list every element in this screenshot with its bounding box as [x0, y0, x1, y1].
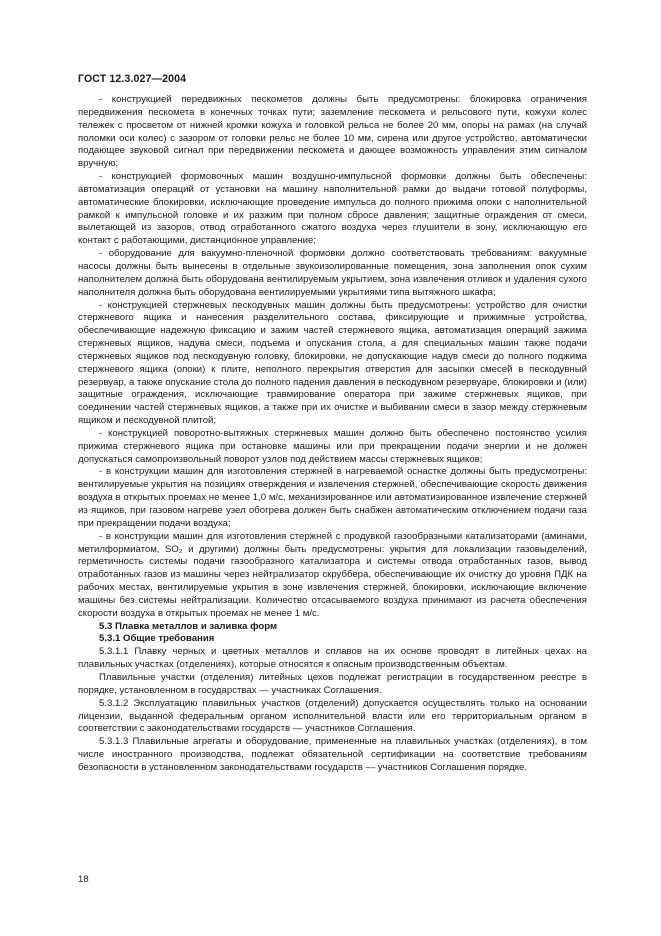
paragraph: 5.3.1.1 Плавку черных и цветных металлов и сплавов на их основе проводят в литейных цехах на плавильных участках (отделениях), которые относятся к опасным производственным объектам. [78, 646, 587, 671]
paragraph: 5.3.1.2 Эксплуатацию плавильных участков (отделений) допускается осуществлять только на основании лицензии, выданной федеральным органом исполнительной власти или его территориальным органом в соответствии с законодательствами государств — участников Соглашения. [78, 697, 587, 735]
subsection-heading: 5.3.1 Общие требования [99, 633, 215, 645]
paragraph: - конструкцией поворотно-вытяжных стержневых машин должно быть обеспечено постоянство усилия прижима стержневого ящика при остановке машины или при прекращении подачи энергии и не должен допускаться самопроизвольный поворот узлов под действием массы стержневых ящиков; [78, 427, 587, 465]
paragraph: Плавильные участки (отделения) литейных цехов подлежат регистрации в государственном реестре в порядке, установленном в государствах — участниках Соглашения. [78, 671, 587, 696]
paragraph: - конструкцией передвижных пескометов должны быть предусмотрены: блокировка ограничения передвижения пескомета в конечных точках пути; заземление пескомета и рельсового пути, кожухи колес тележек с просветом от нижней кромки кожуха и головкой рельса не более 20 мм, опоры на рамах (на случай поломки оси колес) с зазором от головки рельс не более 10 мм, сирена или другое устройство, автоматически подающее звуковой сигнал при передвижении пескомета и дающее возможность управления этим сигналом вручную; [78, 94, 587, 170]
paragraph: - конструкцией стержневых пескодувных машин должны быть предусмотрены: устройство для очистки стержневого ящика и нанесения разделительного состава, фиксирующие и прижимные устройства, обеспечивающие надежную фиксацию и зажим частей стержневого ящика, автоматизация операций зажима стержневых ящиков, надува смеси, подъема и опускания стола, а для специальных машин также подачи стержневых ящиков под пескодувную головку, блокировки, не допускающие надув смеси до полного поджима стержневого ящика (опоки) к плите, неполного перекрытия отверстия для засыпки смесей в пескодувный резервуар, а также опускание стола до полного падения давления в пескодувном резервуаре, блокировки и (или) защитные ограждения, исключающие травмирование оператора при зажиме стержневых ящиков, при соединении частей стержневых ящиков, а также при их очистке и выбивании смеси в зазор между стержневым ящиком и пескодувной плитой; [78, 299, 587, 427]
body-text [78, 94, 587, 775]
standard-header: ГОСТ 12.3.027—2004 [78, 73, 187, 85]
paragraph: - в конструкции машин для изготовления стержней с продувкой газообразными катализаторами (аминами, метилформиатом, SO₂ и другими) должны быть предусмотрены: укрытия для локализации газовыделений, герметичность системы подачи газообразного катализатора и системы отвода отработанных газов, вывод отработанных газов из машины через нейтрализатор скруббера, обеспечивающие их очистку до уровня ПДК на рабочих местах, вентилируемые укрытия в зоне извлечения стержней, блокировки, исключающие включение машины без системы нейтрализации. Количество отсасываемого воздуха принимают из расчета обеспечения скорости воздуха в открытых проемах не менее 1 м/с. [78, 530, 587, 619]
paragraph: 5.3.1.3 Плавильные агрегаты и оборудование, примененные на плавильных участках (отделениях), в том числе иностранного производства, подлежат обязательной сертификации на соответствие требованиям безопасности в установленном законодательствами государств — участников Соглашения порядке. [78, 736, 587, 773]
paragraph: - в конструкции машин для изготовления стержней в нагреваемой оснастке должны быть предусмотрены: вентилируемые укрытия на позициях отверждения и извлечения стержней, обеспечивающие скорость движения воздуха в открытых проемах не менее 1,0 м/с, механизированное или автоматизированное извлечение стержней из ящиков, при газовом нагреве узел обогрева должен быть снабжен автоматическим отключением подачи газа при прекращении подачи воздуха; [78, 466, 587, 529]
section-heading: 5.3 Плавка металлов и заливка форм [99, 620, 278, 632]
paragraph: - конструкцией формовочных машин воздушно-импульсной формовки должны быть обеспечены: автоматизация операций от установки на машину наполнительной рамки до выдачи готовой полуформы, автоматические блокировки, исключающие проведение импульса до полного прижима опоки с наполнительной рамкой к импульсной головке и их разжим при полном сбросе давления; защитные ограждения от смеси, вылетающей из зазоров, отвод отработанного сжатого воздуха через глушители в зону, исключающую его контакт с работающими, дистанционное управление; [78, 171, 587, 247]
paragraph: - оборудование для вакуумно-пленочной формовки должно соответствовать требованиям: вакуумные насосы должны быть вынесены в отдельные звукоизолированные помещения, зона заполнения опок сухим наполнителем должна быть оборудована вентилируемым укрытием, зона извлечения отливок и удаления сухого наполнителя должна быть оборудована вентилируемыми укрытиями типа вытяжного шкафа; [78, 248, 587, 298]
page-number: 18 [78, 874, 89, 885]
